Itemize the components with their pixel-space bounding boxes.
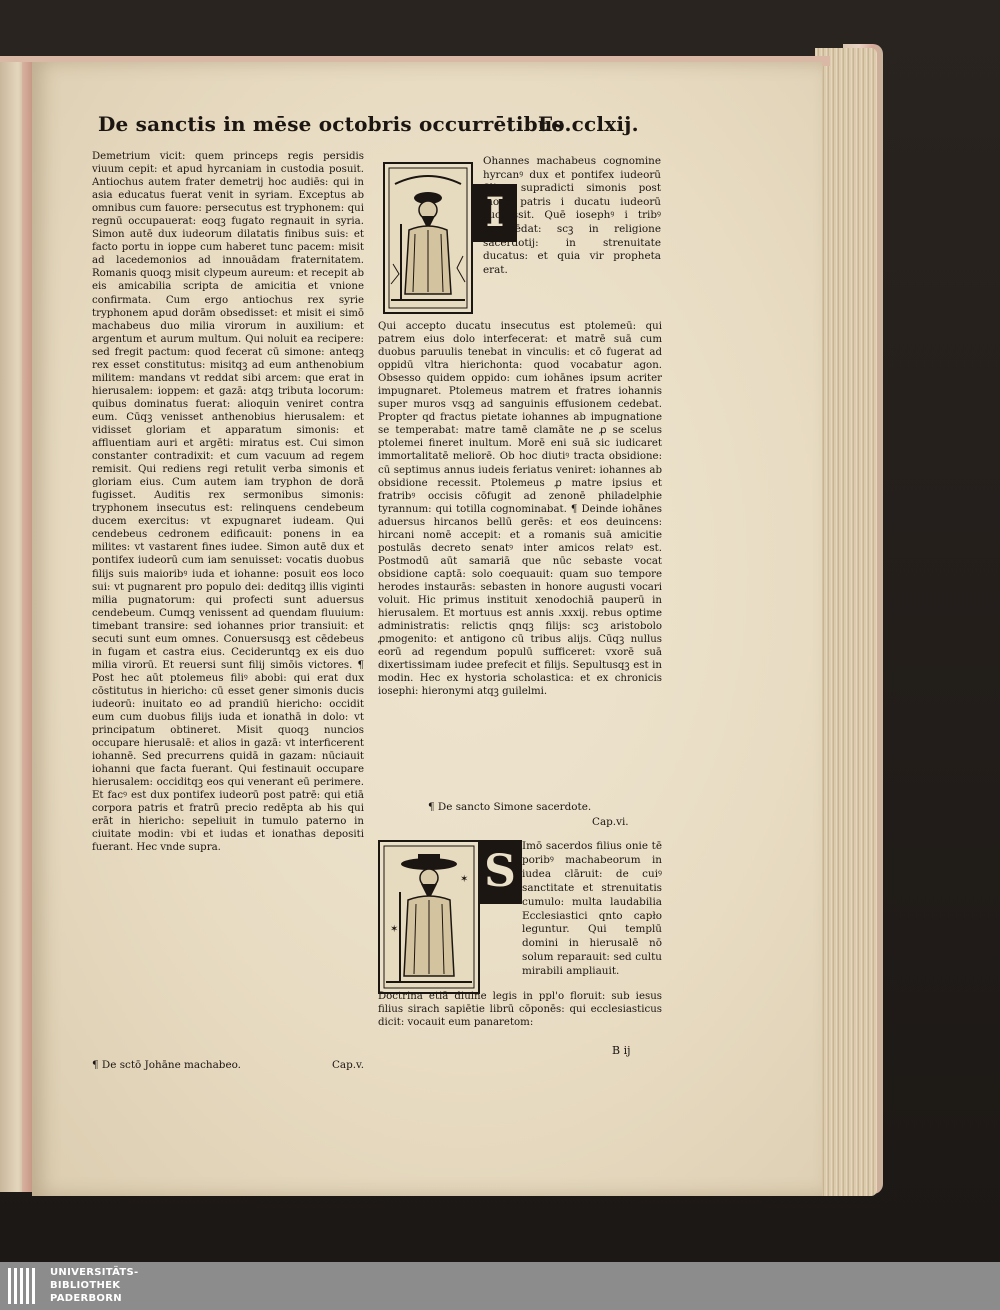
left-page-gutter [22, 62, 32, 1192]
folio-number: Fo.cclxij. [538, 112, 639, 136]
johannes-intro-text: Ohannes machabeus cognomine hyrcanꝰ dux et pontifex iudeorū filius supradicti simonis post morē patris i ducatu iudeorū successit. Quē iosephꝰ i tribꝰ commēdat: scꝫ in religione sacerdotij: in strenuitate ducatus: et quia vir propheta erat. [483, 155, 661, 276]
book-page [32, 62, 822, 1196]
simon-body-text: Doctrina etiā diuine legis in ppl'o floruit: sub iesus filius sirach sapiētie librū cōponēs: qui ecclesiasticus dicit: vocauit eum panaretom: [378, 991, 662, 1029]
chapter-number-5: Cap.v. [331, 1059, 364, 1071]
decorated-initial-i: I [473, 184, 517, 242]
signature-mark: B ij [612, 1044, 631, 1057]
left-column-footer-heading [92, 1059, 364, 1071]
woodcut-simon-image [378, 840, 480, 994]
library-name-line-1: UNIVERSITÄTS- [50, 1267, 139, 1278]
library-logo-icon [8, 1268, 38, 1308]
simon-intro-text: Imō sacerdos filius onie tē poribꝰ machabeorum in iudea clāruit: de cuiꝰ sanctitate et strenuitatis cumulo: multa laudabilia Ecclesiastici qnto capło leguntur. Qui templū domini in hierusalē nō solum reparauit: sed cultu mirabili ampliauit. [522, 840, 662, 978]
woodcut-johannes-image [383, 162, 473, 314]
library-name [50, 1266, 139, 1305]
library-name-line-2: BIBLIOTHEK [50, 1280, 121, 1291]
library-name-line-3: PADERBORN [50, 1293, 122, 1304]
johannes-body-text: Qui accepto ducatu insecutus est ptolemeū: qui patrem eius dolo interfecerat: et matrē suā cum duobus paruulis tenebat in vinculis: et cō fugerat ad oppidū vltra hierichonta: quod vocabatur agon. Obsesso quidem oppido: cum iohānes ipsum acriter impugnaret. Ptolemeus matrem et fratres iohannis super muros vsqꝫ ad sanguinis effusionem cedebat. Propter qd fractus pietate iohannes ab impugnatione se temperabat: matre tamē clamāte ne ꝓ se scelus ptolemei fineret inultum. Morē eni suā sic iudicaret immortalitatē meliorē. Ob hoc diutiꝰ tracta obsidione: cū septimus annus iudeis feriatus veniret: iohannes ab obsidione recessit. Ptolemeus ꝓ matre ipsius et fratribꝰ occisis cōfugit ad zenonē philadelphie tyrannum: qui totilla cognominabat. ¶ Deinde iohānes aduersus hircanos bellū gerēs: et eos deuincens: hircani nomē accepit: et a romanis suā amicitie postulās decreto senatꝰ inter amicos relatꝰ est. Postmodū aūt samariā que nūc sebaste vocat obsidione captā: solo coequauit: quam suo tempore herodes instaurās: sebasten in honore augusti vocari voluit. Hic primus instituit xenodochiā pauperū in hierusalem. Et mortuus est annis .xxxij. rebus optime administratis: relictis qnqꝫ filijs: scꝫ aristobolo ꝓmogenito: et antigono cū tribus alijs. Cūqꝫ nullus eorū ad regendum populū sufficeret: vxorē suā dixertissimam iudee prefecit et filijs. Sepultusqꝫ est in modin. Hec ex hystoria scholastica: et ex chronicis iosephi: hieronymi atqꝫ guilelmi. [378, 321, 662, 698]
left-column-text: Demetrium vicit: quem princeps regis persidis viuum cepit: et apud hyrcaniam in custodia posuit. Antiochus autem frater demetrij hoc audiēs: qui in asia educatus fuerat venit in syriam. Exceptus ab omnibus cum fauore: persecutus est tryphonem: qui regnū occupauerat: eoqꝫ fugato regnauit in syria. Simon autē dux iudeorum dilatatis finibus suis: et facto portu in ioppe cum haberet tunc pacem: misit ad lacedemonios ad innouādam fraternitatem. Romanis quoqꝫ misit clypeum aureum: et recepit ab eis amicabilia scripta de amicitia et vnione confirmata. Cum ergo antiochus rex syrie tryphonem apud dorām obsedisset: et misit ei simō machabeus duo milia virorum in auxilium: et argentum et aurum multum. Qui noluit ea recipere: sed fregit pactum: quod fecerat cū simone: anteqꝫ rex esset constitutus: misitqꝫ ad eum anthenobium militem: mandans vt reddat sibi arcem: que erat in hierusalem: ioppem: et gazā: atqꝫ tributa locorum: quibus dominatus fuerat: alioquin veniret contra eum. Cūqꝫ venisset anthenobius hierusalem: et vidisset gloriam et apparatum simonis: et affluentiam auri et argēti: miratus est. Cui simon constanter contradixit: et cum vacuum ad regem remisit. Qui rediens regi retulit verba simonis et gloriam eius. Cum autem iam tryphon de dorā fugisset. Auditis rex sermonibus simonis: tryphonem insecutus est: relinquens cendebeum ducem exercitus: vt expugnaret iudeam. Qui cendebeus cedronem edificauit: ponens in ea milites: vt vastarent fines iudee. Simon autē dux et pontifex iudeorū cum iam senuisset: vocatis duobus filijs suis maioribꝰ iuda et iohanne: posuit eos loco sui: vt pugnarent pro populo dei: deditqꝫ illis viginti milia pugnatorum: qui profecti sunt aduersus cendebeum. Cumqꝫ venissent ad quendam fluuium: timebant transire: sed iohannes prior transiuit: et secuti sunt eum omnes. Conuersusqꝫ est cēdebeus in fugam et castra eius. Cecideruntqꝫ ex eis duo milia virorū. Et reuersi sunt filij simōis victores. ¶ Post hec aūt ptolemeus filiꝰ abobi: qui erat dux cōstitutus in hiericho: cū esset gener simonis ducis iudeorū: inuitato eo ad prandiū hiericho: occidit eum cum duobus filijs iuda et ionathā in dolo: vt principatum obtineret. Misit quoqꝫ nuncios occupare hierusalē: et alios in gazā: vt interficerent iohannē. Sed precurrens quidā in gazam: nūciauit iohanni que facta fuerant. Qui festinauit occupare hierusalem: occiditqꝫ eos qui venerant eū perimere. Et facꝰ est dux pontifex iudeorū post patrē: qui etiā corpora patris et fratrū precio redēpta ab his qui erāt in hiericho: sepeliuit in tumulo paterno in ciuitate modin: vbi et iudas et ionathas depositi fuerant. Hec vnde supra. [92, 151, 364, 854]
svg-text:✶: ✶ [460, 874, 469, 885]
running-header [98, 112, 658, 136]
chapter-heading-johannes: ¶ De sctō Johāne machabeo. [92, 1059, 241, 1071]
library-footer-bar [0, 1262, 1000, 1310]
header-title: De sanctis in mēse octobris occurrētibus [98, 112, 565, 136]
page-block-edge [815, 48, 877, 1196]
decorated-initial-s: S [478, 840, 522, 904]
svg-text:✶: ✶ [390, 924, 399, 935]
chapter-number-6: Cap.vi. [592, 816, 629, 828]
chapter-heading-simon: ¶ De sancto Simone sacerdote. [428, 801, 592, 813]
